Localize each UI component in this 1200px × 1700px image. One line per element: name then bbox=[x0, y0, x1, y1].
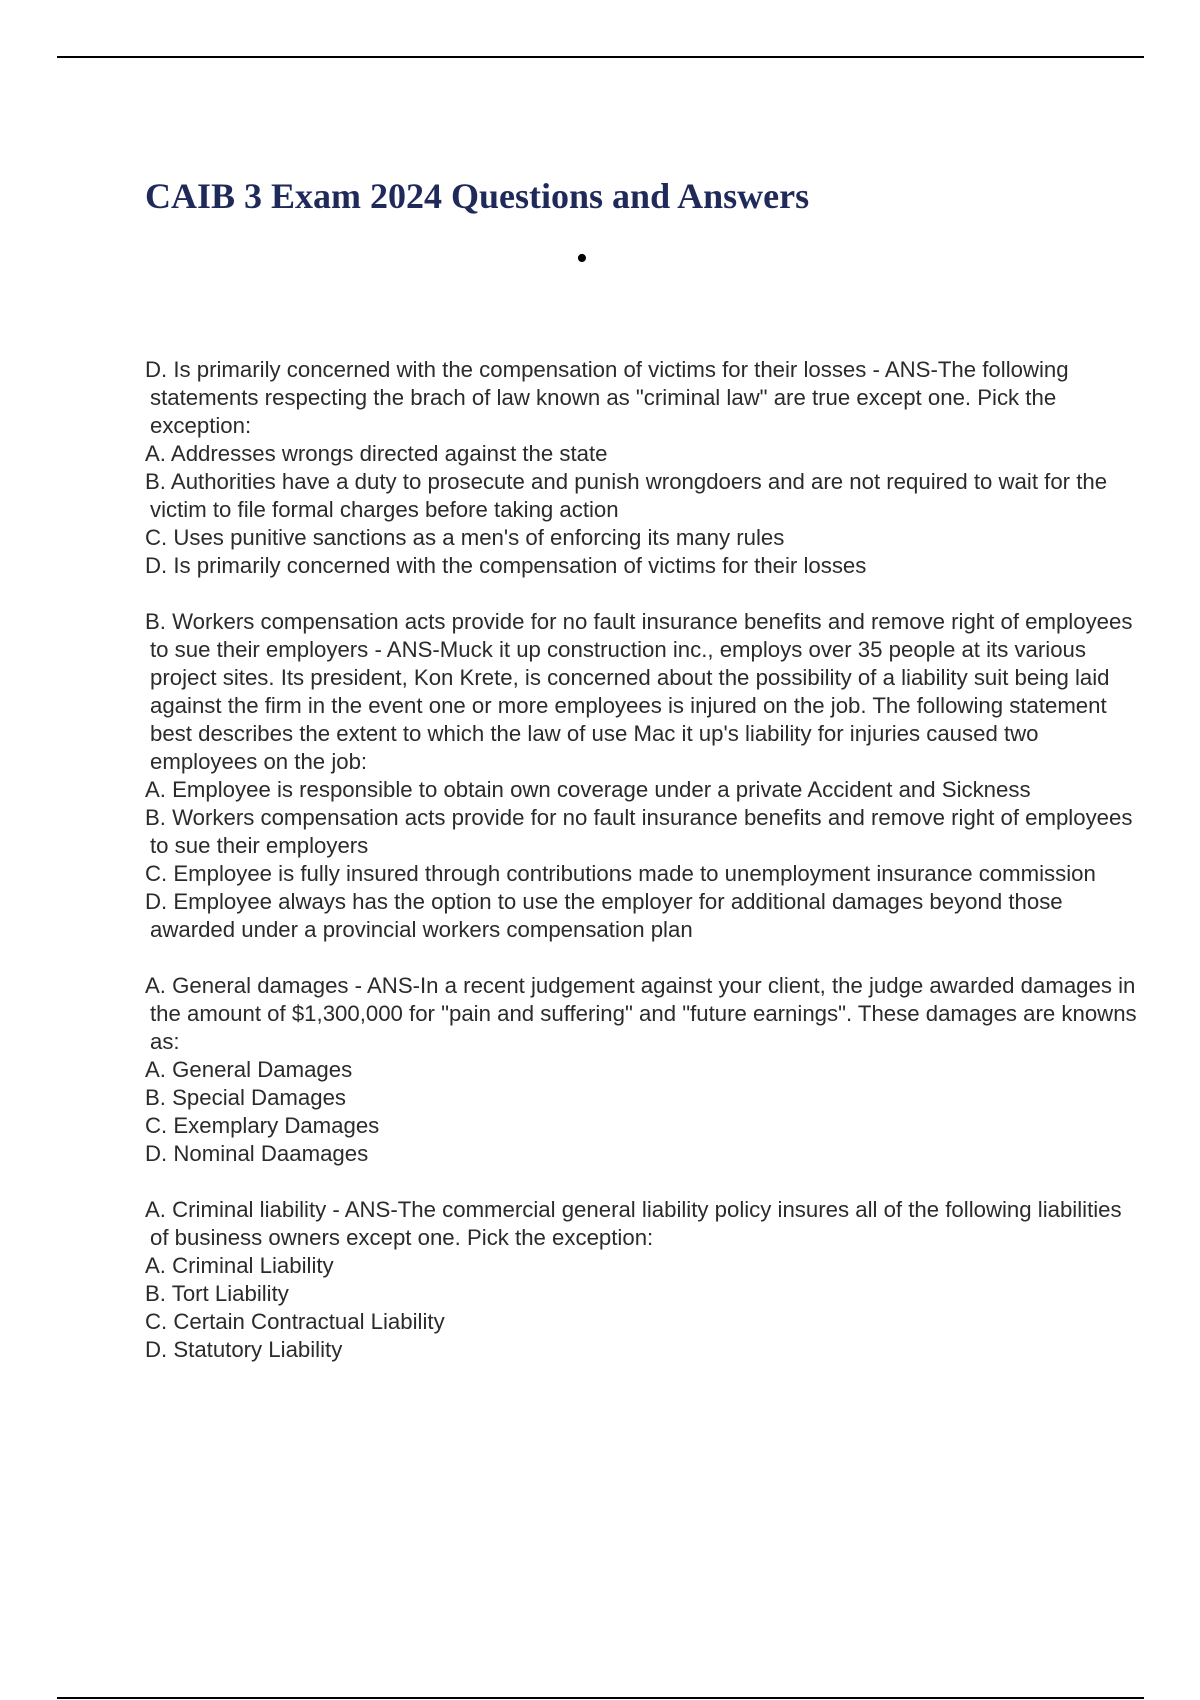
answer-option: B. Tort Liability bbox=[145, 1281, 289, 1306]
question-stem: A. Criminal liability - ANS-The commercial general liability policy insures all of the following liabilities of business owners except one. Pick the exception: bbox=[145, 1197, 1122, 1250]
answer-option: B. Workers compensation acts provide for no fault insurance benefits and remove right of employees to sue their employers bbox=[145, 805, 1133, 858]
question-stem: A. General damages - ANS-In a recent judgement against your client, the judge awarded damages in the amount of $1,300,000 for "pain and suffering" and "future earnings". These damages are knowns as: bbox=[145, 973, 1137, 1054]
answer-option: A. Addresses wrongs directed against the state bbox=[145, 441, 608, 466]
answer-option: A. General Damages bbox=[145, 1057, 353, 1082]
answer-option: A. Employee is responsible to obtain own coverage under a private Accident and Sickness bbox=[145, 777, 1031, 802]
top-rule bbox=[57, 56, 1144, 58]
question-stem: D. Is primarily concerned with the compensation of victims for their losses - ANS-The following statements respecting the brach of law known as "criminal law" are true except one. Pick the exception: bbox=[145, 357, 1069, 438]
bullet-mark: • bbox=[576, 240, 588, 277]
answer-option: D. Statutory Liability bbox=[145, 1337, 343, 1362]
qa-item bbox=[145, 608, 1145, 944]
answer-option: D. Is primarily concerned with the compensation of victims for their losses bbox=[145, 553, 867, 578]
answer-option: A. Criminal Liability bbox=[145, 1253, 334, 1278]
question-stem: B. Workers compensation acts provide for no fault insurance benefits and remove right of employees to sue their employers - ANS-Muck it up construction inc., employs over 35 people at its various project sites. Its president, Kon Krete, is concerned about the possibility of a liability suit being laid against the firm in the event one or more employees is injured on the job. The following statement best describes the extent to which the law of use Mac it up's liability for injuries caused two employees on the job: bbox=[145, 609, 1133, 774]
page-title: CAIB 3 Exam 2024 Questions and Answers bbox=[145, 176, 810, 216]
answer-option: D. Nominal Daamages bbox=[145, 1141, 369, 1166]
qa-item bbox=[145, 1196, 1145, 1364]
answer-option: C. Employee is fully insured through contributions made to unemployment insurance commission bbox=[145, 861, 1096, 886]
qa-item bbox=[145, 972, 1145, 1168]
qa-list bbox=[145, 356, 1145, 1392]
answer-option: C. Exemplary Damages bbox=[145, 1113, 380, 1138]
answer-option: D. Employee always has the option to use the employer for additional damages beyond those awarded under a provincial workers compensation plan bbox=[145, 889, 1063, 942]
answer-option: B. Special Damages bbox=[145, 1085, 347, 1110]
answer-option: B. Authorities have a duty to prosecute and punish wrongdoers and are not required to wait for the victim to file formal charges before taking action bbox=[145, 469, 1108, 522]
bottom-rule bbox=[57, 1697, 1144, 1699]
qa-item bbox=[145, 356, 1145, 580]
answer-option: C. Certain Contractual Liability bbox=[145, 1309, 445, 1334]
answer-option: C. Uses punitive sanctions as a men's of enforcing its many rules bbox=[145, 525, 785, 550]
